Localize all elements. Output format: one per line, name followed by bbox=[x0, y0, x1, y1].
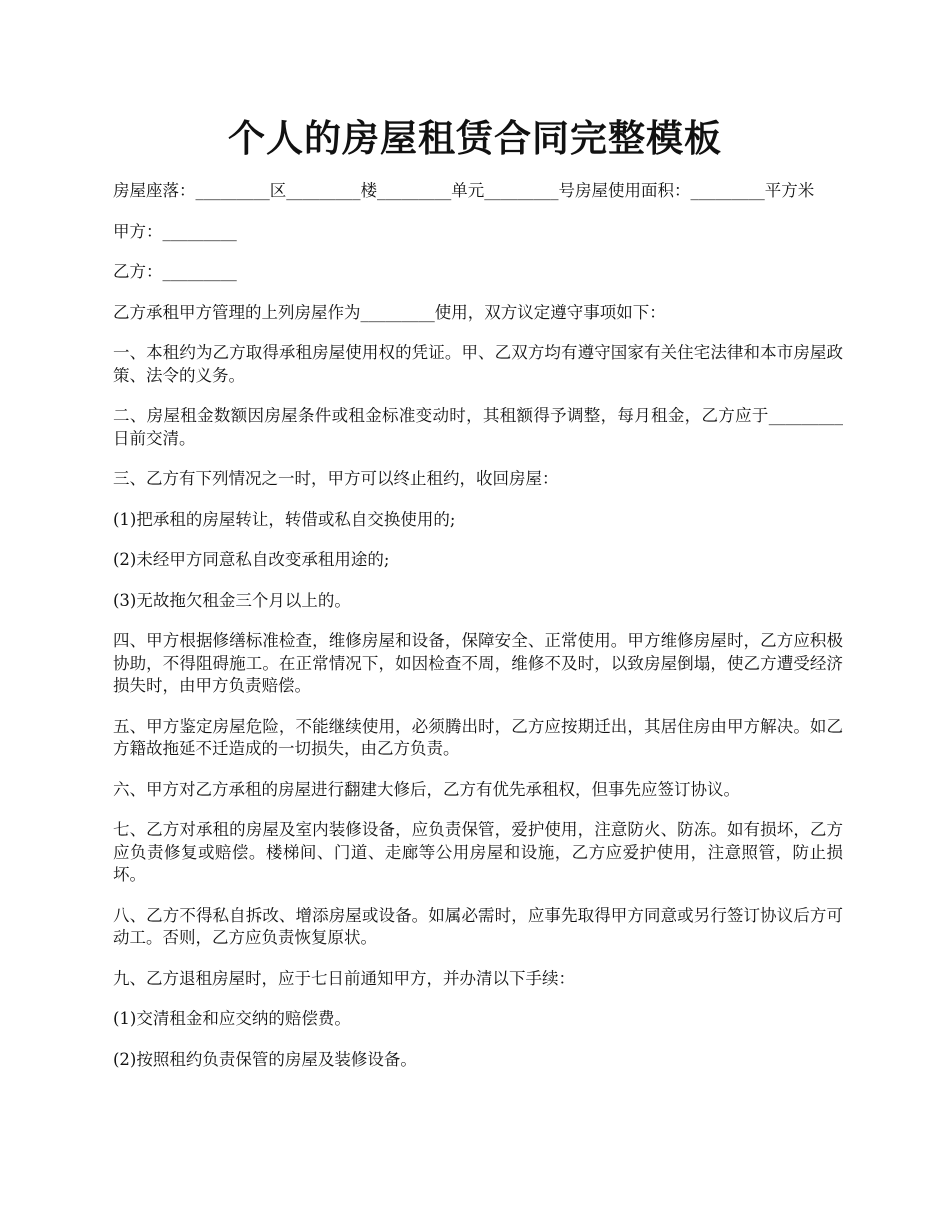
document-title: 个人的房屋租赁合同完整模板 bbox=[228, 116, 722, 160]
paragraph-clause-3-item-1: (1)把承租的房屋转让，转借或私自交换使用的; bbox=[113, 509, 456, 529]
paragraph-clause-1: 一、本租约为乙方取得承租房屋使用权的凭证。甲、乙双方均有遵守国家有关住宅法律和本市房屋政策、法令的义务。 bbox=[113, 343, 843, 385]
paragraph-clause-9: 九、乙方退租房屋时，应于七日前通知甲方，并办清以下手续： bbox=[113, 968, 575, 988]
paragraph-clause-2: 二、房屋租金数额因房屋条件或租金标准变动时，其租额得予调整，每月租金，乙方应于_________日前交清。 bbox=[113, 406, 843, 448]
paragraph-clause-5: 五、甲方鉴定房屋危险，不能继续使用，必须腾出时，乙方应按期迁出，其居住房由甲方解决。如乙方籍故拖延不迁造成的一切损失，由乙方负责。 bbox=[113, 716, 843, 758]
paragraph-clause-3: 三、乙方有下列情况之一时，甲方可以终止租约，收回房屋： bbox=[113, 469, 559, 488]
paragraph-clause-3-item-2: (2)未经甲方同意私自改变承租用途的; bbox=[113, 550, 390, 569]
paragraph-clause-4: 四、甲方根据修缮标准检查，维修房屋和设备，保障安全、正常使用。甲方维修房屋时，乙方应积极协助，不得阻碍施工。在正常情况下，如因检查不周，维修不及时，以致房屋倒塌，使乙方遭受经济损失时，由甲方负责赔偿。 bbox=[113, 631, 843, 695]
paragraph-intro: 乙方承租甲方管理的上列房屋作为_________使用，双方议定遵守事项如下： bbox=[113, 302, 666, 322]
paragraph-party-b: 乙方：_________ bbox=[113, 262, 237, 281]
paragraph-clause-9-item-2: (2)按照租约负责保管的房屋及装修设备。 bbox=[113, 1049, 417, 1069]
paragraph-clause-7: 七、乙方对承租的房屋及室内装修设备，应负责保管，爱护使用，注意防火、防冻。如有损坏，乙方应负责修复或赔偿。楼梯间、门道、走廊等公用房屋和设施，乙方应爱护使用，注意照管，防止损坏。 bbox=[113, 820, 843, 884]
paragraph-clause-6: 六、甲方对乙方承租的房屋进行翻建大修后，乙方有优先承租权，但事先应签订协议。 bbox=[113, 779, 740, 799]
paragraph-property-location: 房屋座落：_________区_________楼_________单元_________号房屋使用面积：_________平方米 bbox=[113, 181, 815, 200]
document-body bbox=[113, 180, 843, 1089]
paragraph-clause-8: 八、乙方不得私自拆改、增添房屋或设备。如属必需时，应事先取得甲方同意或另行签订协议后方可动工。否则，乙方应负责恢复原状。 bbox=[113, 905, 843, 947]
paragraph-party-a: 甲方：_________ bbox=[113, 221, 237, 241]
paragraph-clause-9-item-1: (1)交清租金和应交纳的赔偿费。 bbox=[113, 1009, 351, 1028]
paragraph-clause-3-item-3: (3)无故拖欠租金三个月以上的。 bbox=[113, 590, 351, 610]
